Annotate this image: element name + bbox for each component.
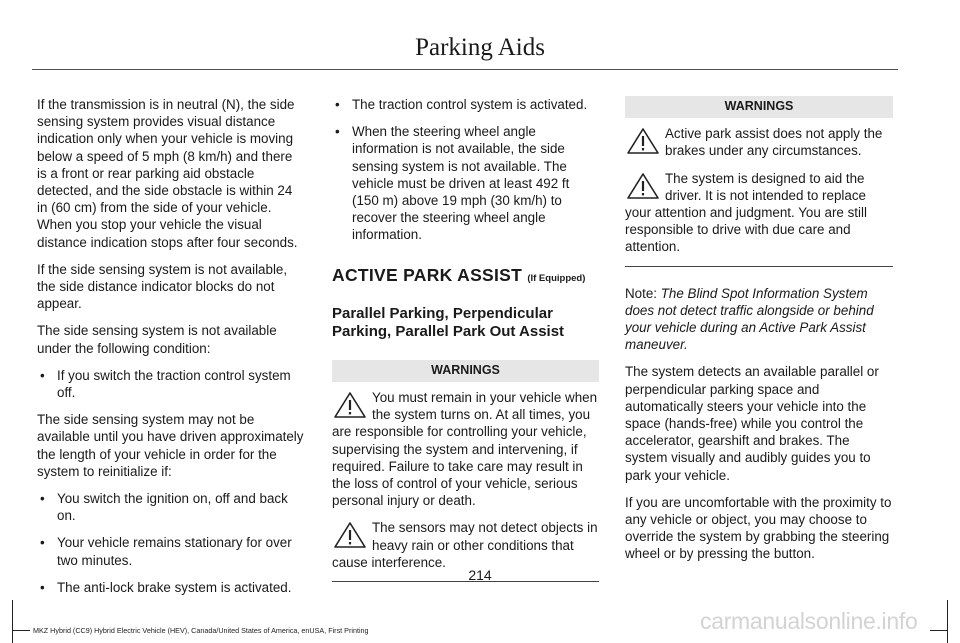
sub-heading: Parallel Parking, Perpendicular Parking, Parallel Park Out Assist bbox=[332, 304, 565, 341]
page-title: Parking Aids bbox=[415, 34, 545, 61]
list-item: • Your vehicle remains stationary for over two minutes. bbox=[37, 534, 304, 568]
paragraph: If you are uncomfortable with the proximity to any vehicle or object, you may choose to override the system by grabbing the steering wheel or by pressing the button. bbox=[625, 494, 892, 562]
paragraph: If the transmission is in neutral (N), the side sensing system provides visual distance indication only when your vehicle is moving below a speed of 5 mph (8 km/h) and there is a front or rear parking aid obstacle detected, and the side obstacle is within 24 in (60 cm) from the side of your vehicle. When you stop your vehicle the visual distance indication stops after four seconds. bbox=[37, 97, 298, 250]
paragraph: If the side sensing system is not available, the side distance indicator blocks do not appear. bbox=[37, 261, 288, 312]
crop-mark bbox=[12, 600, 13, 643]
warnings-box bbox=[332, 360, 599, 582]
bullet-list bbox=[37, 367, 304, 401]
crop-mark bbox=[930, 630, 948, 631]
paragraph: The side sensing system may not be available until you have driven approximately the length of your vehicle in order for the system to reinitialize if: bbox=[37, 412, 304, 479]
warnings-label: WARNINGS bbox=[332, 360, 599, 382]
warning-triangle-icon bbox=[332, 391, 368, 419]
section-heading bbox=[332, 264, 599, 287]
warning-item bbox=[625, 170, 893, 256]
note-text: The Blind Spot Information System does not detect traffic alongside or behind your vehicle during an Active Park Assist maneuver. bbox=[625, 285, 874, 353]
warning-item bbox=[332, 389, 599, 509]
warning-triangle-icon bbox=[625, 172, 661, 200]
crop-mark bbox=[12, 630, 30, 631]
footer-text: MKZ Hybrid (CC9) Hybrid Electric Vehicle (HEV), Canada/United States of America, enUSA, First Printing bbox=[33, 626, 369, 635]
crop-mark bbox=[947, 600, 948, 643]
list-item: • The anti-lock brake system is activated. bbox=[37, 579, 304, 596]
column-3 bbox=[625, 96, 893, 573]
warning-triangle-icon bbox=[625, 127, 661, 155]
header-divider bbox=[32, 69, 898, 70]
warning-text: The sensors may not detect objects in heavy rain or other conditions that cause interference. bbox=[332, 520, 598, 570]
warning-item bbox=[332, 519, 599, 571]
note-paragraph bbox=[625, 285, 893, 354]
watermark: carmanualsonline.info bbox=[700, 608, 918, 634]
list-item: • When the steering wheel angle information is not available, the side sensing system is not available. The vehicle must be driven at least 492 ft (150 m) above 19 mph (30 km/h) to recover the steering wheel angle information. bbox=[332, 123, 599, 243]
list-item: • You switch the ignition on, off and back on. bbox=[37, 490, 304, 524]
warnings-box bbox=[625, 96, 893, 267]
warning-text: The system is designed to aid the driver. It is not intended to replace your attention and judgment. You are still responsible to drive with due care and attention. bbox=[625, 170, 867, 255]
paragraph: The side sensing system is not available under the following condition: bbox=[37, 323, 277, 356]
warning-text: Active park assist does not apply the brakes under any circumstances. bbox=[665, 126, 883, 159]
page-number: 214 bbox=[468, 567, 492, 583]
section-heading-text: ACTIVE PARK ASSIST bbox=[332, 264, 523, 285]
list-item: • If you switch the traction control system off. bbox=[37, 367, 304, 401]
list-item: • The traction control system is activated. bbox=[332, 96, 599, 113]
note-label: Note: bbox=[625, 285, 658, 301]
bullet-list bbox=[332, 96, 599, 244]
section-heading-suffix: (If Equipped) bbox=[527, 272, 586, 284]
column-2 bbox=[332, 96, 599, 600]
warning-triangle-icon bbox=[332, 521, 368, 549]
paragraph: The system detects an available parallel or perpendicular parking space and automatically steers your vehicle into the space (hands-free) while you control the accelerator, gearshift and brakes. The system visually and audibly guides you to park your vehicle. bbox=[625, 364, 879, 483]
warnings-label: WARNINGS bbox=[625, 96, 893, 118]
warning-item bbox=[625, 125, 893, 159]
column-1 bbox=[37, 96, 304, 606]
warning-text: You must remain in your vehicle when the system turns on. At all times, you are responsible for controlling your vehicle, supervising the system and intervening, if required. Failure to take care may result in the loss of control of your vehicle, serious personal injury or death. bbox=[332, 390, 598, 509]
